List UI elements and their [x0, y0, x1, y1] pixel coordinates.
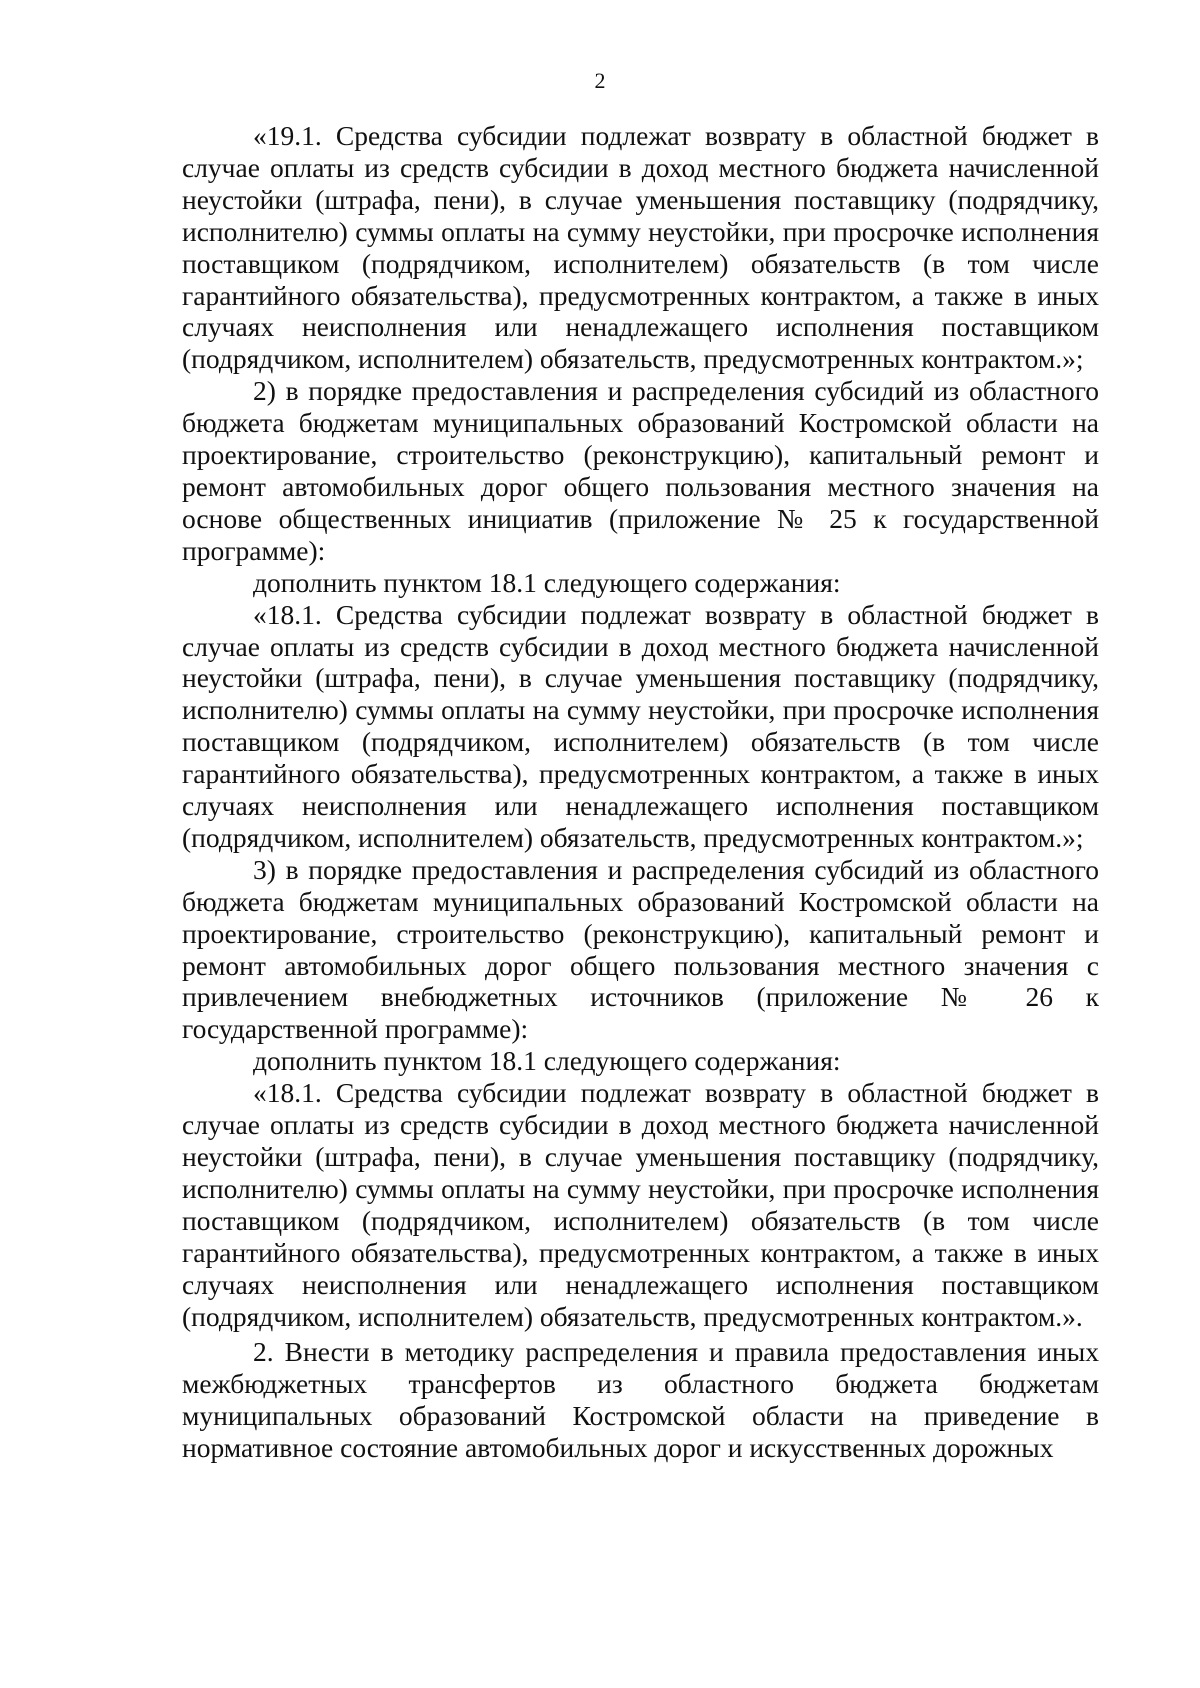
page-number: 2: [594, 68, 606, 93]
paragraph-item-2: 2) в порядке предоставления и распределения субсидий из областного бюджета бюджетам муниципальных образований Костромской области на проектирование, строительство (реконструкцию), капитальный ремонт и ремонт автомобильных дорог общего пользования местного значения на основе общественных инициатив (приложение № 25 к государственной программе):: [182, 375, 1099, 566]
paragraph-add-clause-18-1-second: дополнить пунктом 18.1 следующего содержания:: [253, 1045, 841, 1077]
document-body: [182, 120, 1099, 1464]
paragraph-add-clause-18-1: дополнить пунктом 18.1 следующего содержания:: [253, 566, 841, 598]
paragraph-item-3: 3) в порядке предоставления и распределения субсидий из областного бюджета бюджетам муниципальных образований Костромской области на проектирование, строительство (реконструкцию), капитальный ремонт и ремонт автомобильных дорог общего пользования местного значения с привлечением внебюджетных источников (приложение № 26 к государственной программе):: [182, 853, 1099, 1045]
paragraph-clause-19-1: «19.1. Средства субсидии подлежат возврату в областной бюджет в случае оплаты из средств субсидии в доход местного бюджета начисленной неустойки (штрафа, пени), в случае уменьшения поставщику (подрядчику, исполнителю) суммы оплаты на сумму неустойки, при просрочке исполнения поставщиком (подрядчиком, исполнителем) обязательств (в том числе гарантийного обязательства), предусмотренных контрактом, а также в иных случаях неисполнения или ненадлежащего исполнения поставщиком (подрядчиком, исполнителем) обязательств, предусмотренных контрактом.»;: [182, 120, 1099, 375]
paragraph-section-2: 2. Внести в методику распределения и правила предоставления иных межбюджетных трансфертов из областного бюджета бюджетам муниципальных образований Костромской области на приведение в нормативное состояние автомобильных дорог и искусственных дорожных: [182, 1336, 1099, 1464]
paragraph-clause-18-1-second: «18.1. Средства субсидии подлежат возврату в областной бюджет в случае оплаты из средств субсидии в доход местного бюджета начисленной неустойки (штрафа, пени), в случае уменьшения поставщику (подрядчику, исполнителю) суммы оплаты на сумму неустойки, при просрочке исполнения поставщиком (подрядчиком, исполнителем) обязательств (в том числе гарантийного обязательства), предусмотренных контрактом, а также в иных случаях неисполнения или ненадлежащего исполнения поставщиком (подрядчиком, исполнителем) обязательств, предусмотренных контрактом.».: [182, 1077, 1099, 1332]
paragraph-clause-18-1: «18.1. Средства субсидии подлежат возврату в областной бюджет в случае оплаты из средств субсидии в доход местного бюджета начисленной неустойки (штрафа, пени), в случае уменьшения поставщику (подрядчику, исполнителю) суммы оплаты на сумму неустойки, при просрочке исполнения поставщиком (подрядчиком, исполнителем) обязательств (в том числе гарантийного обязательства), предусмотренных контрактом, а также в иных случаях неисполнения или ненадлежащего исполнения поставщиком (подрядчиком, исполнителем) обязательств, предусмотренных контрактом.»;: [182, 598, 1099, 853]
